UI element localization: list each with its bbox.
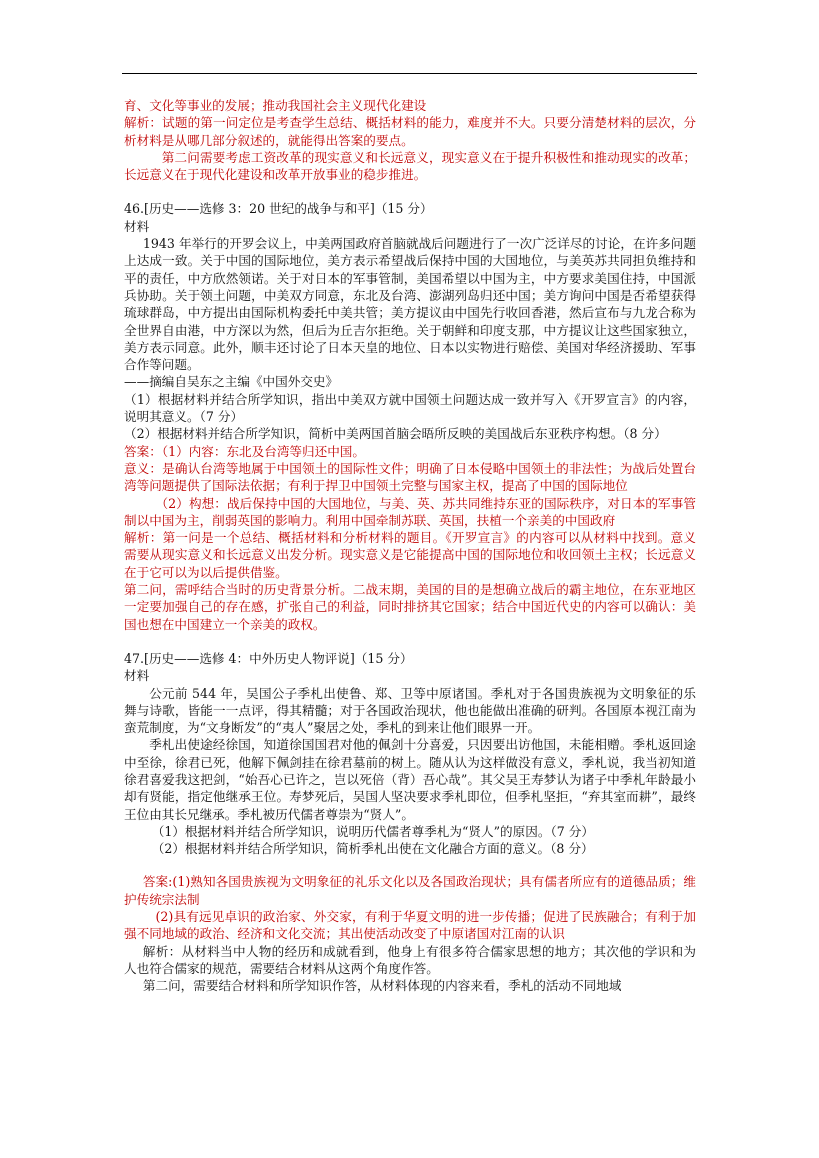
top-continuation: 育、文化等事业的发展；推动我国社会主义现代化建设 — [124, 98, 427, 113]
q46-analysis-1: 解析：第一问是一个总结、概括材料和分析材料的题目。《开罗宣言》的内容可以从材料中找到。意义需要从现实意义和长远意义出发分析。现实意义是它能提高中国的国际地位和收回领土主权；长远意义在于它可以为以后提供借鉴。 — [124, 530, 696, 580]
q47-question-2: （2）根据材料并结合所学知识，简析季札出使在文化融合方面的意义。（8 分） — [151, 841, 594, 857]
document-body — [124, 97, 696, 995]
question-46 — [124, 200, 696, 632]
q47-heading: 47.[历史——选修 4：中外历史人物评说]（15 分） — [124, 650, 413, 666]
spacer — [124, 183, 696, 200]
q46-material-label: 材料 — [124, 218, 150, 234]
q46-answer-1: 答案：（1）内容：东北及台湾等归还中国。 — [124, 443, 365, 459]
question-47 — [124, 650, 696, 995]
q47-material-1: 公元前 544 年，吴国公子季札出使鲁、郑、卫等中原诸国。季札对于各国贵族视为文明象征的乐舞与诗歌，皆能一一点评，得其精髓；对于各国政治现状，他也能做出准确的研判。各国原本视江南为蛮荒制度，为“文身断发”的“夷人”聚居之处，季札的到来让他们眼界一开。 — [124, 685, 696, 736]
q47-material-label: 材料 — [124, 668, 150, 684]
q46-heading: 46.[历史——选修 3：20 世纪的战争与和平]（15 分） — [124, 201, 433, 217]
q47-analysis-1: 解析：从材料当中人物的经历和成就看到，他身上有很多符合儒家思想的地方；其次他的学识和为人也符合儒家的规范，需要结合材料从这两个角度作答。 — [124, 943, 696, 976]
q45-analysis-2: 第二问需要考虑工资改革的现实意义和长远意义，现实意义在于提升积极性和推动现实的改革；长远意义在于现代化建设和改革开放事业的稳步推进。 — [124, 149, 696, 183]
q47-question-1: （1）根据材料并结合所学知识，说明历代儒者尊季札为“贤人”的原因。（7 分） — [151, 823, 594, 839]
spacer — [124, 633, 696, 650]
q47-answer-1: 答案:(1)熟知各国贵族视为文明象征的礼乐文化以及各国政治现状；具有儒者所应有的道德品质；维护传统宗法制 — [124, 874, 696, 907]
q47-answer-2: (2)具有远见卓识的政治家、外交家，有利于华夏文明的进一步传播；促进了民族融合；有利于加强不同地域的政治、经济和文化交流；其出使活动改变了中原诸国对江南的认识 — [124, 909, 696, 942]
q46-question-2: （2）根据材料并结合所学知识，简析中美两国首脑会晤所反映的美国战后东亚秩序构想。（8 分） — [124, 426, 667, 442]
q46-question-1: （1）根据材料并结合所学知识，指出中美双方就中国领土问题达成一致并写入《开罗宣言》的内容，说明其意义。（7 分） — [124, 391, 696, 425]
q46-source: ——摘编自吴东之主编《中国外交史》 — [124, 374, 339, 390]
q47-analysis-2: 第二问，需要结合材料和所学知识作答，从材料体现的内容来看，季札的活动不同地域 — [142, 978, 622, 994]
q46-answer-1-significance: 意义：是确认台湾等地属于中国领土的国际性文件；明确了日本侵略中国领土的非法性；为战后处置台湾等问题提供了国际法依据；有利于捍卫中国领土完整与国家主权，提高了中国的国际地位 — [124, 460, 696, 494]
spacer — [124, 857, 696, 873]
q47-material-2: 季札出使途经徐国，知道徐国国君对他的佩剑十分喜爱，只因要出访他国，未能相赠。季札返回途中至徐，徐君已死，他解下佩剑挂在徐君墓前的树上。随从认为这样做没有意义，季札说，我当初知道徐君喜爱我这把剑，“始吾心已许之，岂以死倍（背）吾心哉”。其父吴王寿梦认为诸子中季札年龄最小却有贤能，指定他继承王位。寿梦死后，吴国人坚决要求季札即位，但季札坚拒，“弃其室而耕”，最终王位由其长兄继承。季札被历代儒者尊崇为“贤人”。 — [124, 737, 696, 822]
q46-analysis-2: 第二问，需呼结合当时的历史背景分析。二战末期，美国的目的是想确立战后的霸主地位，在东亚地区一定要加强自己的存在感，扩张自己的利益，同时排挤其它国家；结合中国近代史的内容可以确认：美国也想在中国建立一个亲美的政权。 — [124, 582, 696, 632]
q46-answer-2: （2）构想：战后保持中国的大国地位，与美、英、苏共同维持东亚的国际秩序，对日本的军事管制以中国为主，削弱英国的影响力。利用中国牵制苏联、英国，扶植一个亲美的中国政府 — [124, 495, 696, 528]
q45-analysis-1: 解析：试题的第一问定位是考查学生总结、概括材料的能力，难度并不大。只要分清楚材料的层次，分析材料是从哪几部分叙述的，就能得出答案的要点。 — [124, 115, 696, 148]
header-rule — [122, 73, 697, 74]
q46-material: 1943 年举行的开罗会议上，中美两国政府首脑就战后问题进行了一次广泛详尽的讨论，在许多问题上达成一致。关于中国的国际地位，美方表示希望战后保持中国的大国地位，与美英苏共同担负维持和平的责任，中方欣然领诺。关于对日本的军事管制，美国希望以中国为主，中方要求美国住持，中国派兵协助。关于领土问题，中美双方同意，东北及台湾、澎湖列岛归还中国；美方询问中国是否希望获得琉球群岛，中方提出由国际机构委托中美共管；美方提议由中国先行收回香港，然后宣布与九龙合称为全世界自由港，中方深以为然，但后为丘吉尔拒绝。关于朝鲜和印度支那，中方提议让这些国家独立，美方表示同意。此外，顺丰还讨论了日本天皇的地位、日本以实物进行赔偿、美国对华经济援助、军事合作等问题。 — [124, 236, 696, 373]
